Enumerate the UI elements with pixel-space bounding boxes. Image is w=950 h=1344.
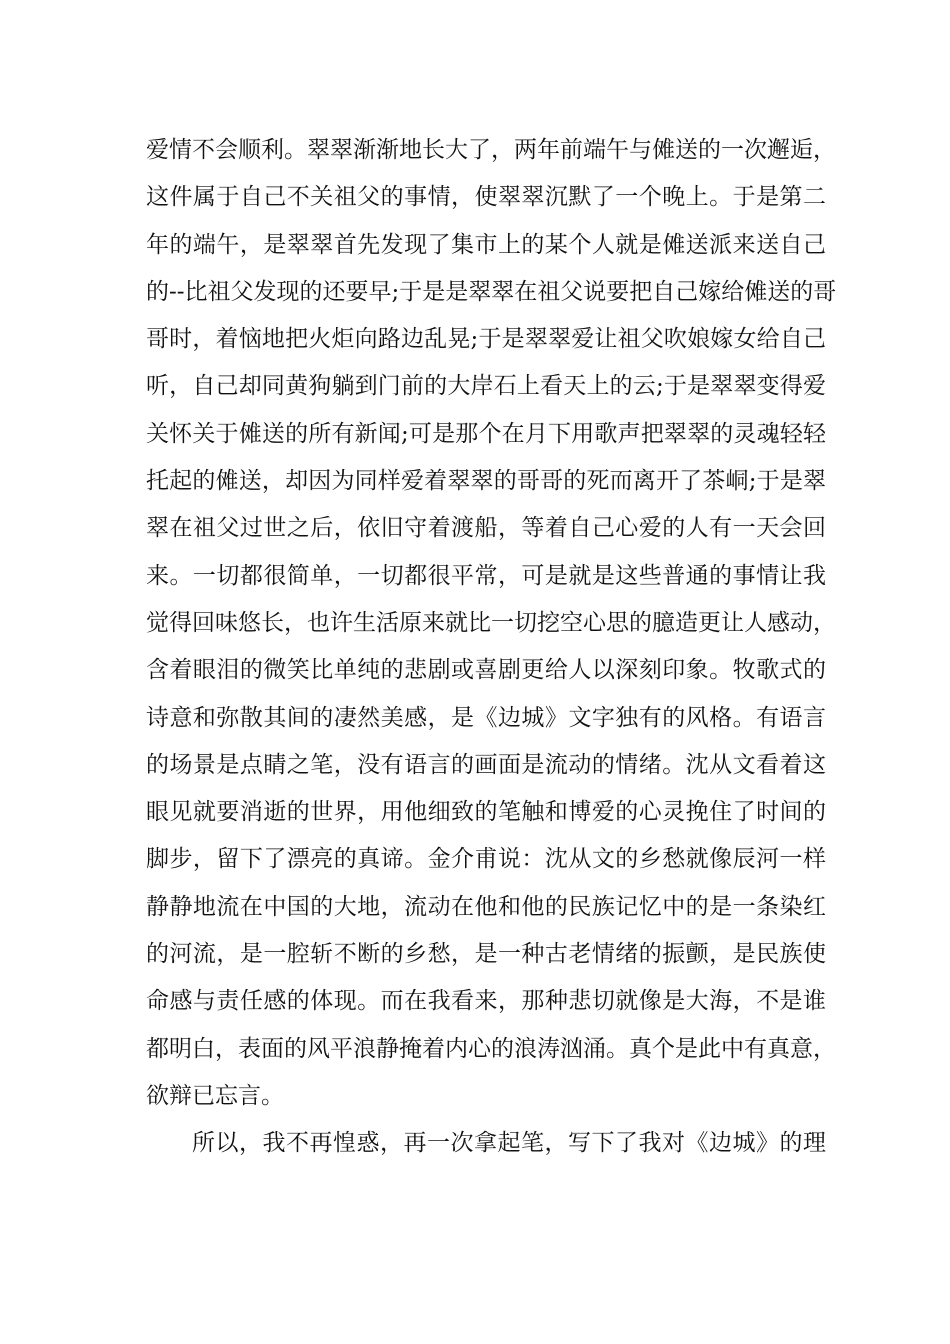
text-line: 静静地流在中国的大地，流动在他和他的民族记忆中的是一条染红: [146, 893, 826, 920]
text-line: 觉得回味悠长，也许生活原来就比一切挖空心思的臆造更让人感动，: [146, 609, 836, 636]
text-line: 年的端午，是翠翠首先发现了集市上的某个人就是傩送派来送自己: [146, 231, 826, 258]
text-line: 托起的傩送，却因为同样爱着翠翠的哥哥的死而离开了茶峒;于是翠: [146, 468, 826, 495]
body-text: [146, 127, 837, 1168]
text-line: 的河流，是一腔斩不断的乡愁，是一种古老情绪的振颤，是民族使: [146, 941, 826, 968]
text-line: 脚步，留下了漂亮的真谛。金介甫说：沈从文的乡愁就像辰河一样: [146, 846, 826, 873]
text-line: 都明白，表面的风平浪静掩着内心的浪涛汹涌。真个是此中有真意，: [146, 1035, 836, 1062]
text-line: 爱情不会顺利。翠翠渐渐地长大了，两年前端午与傩送的一次邂逅，: [146, 137, 836, 163]
text-line: 眼见就要消逝的世界，用他细致的笔触和博爱的心灵挽住了时间的: [146, 799, 826, 826]
text-line: 哥时，着恼地把火炬向路边乱晃;于是翠翠爱让祖父吹娘嫁女给自己: [146, 326, 826, 353]
text-line: 来。一切都很简单，一切都很平常，可是就是这些普通的事情让我: [146, 562, 826, 589]
text-line: 关怀关于傩送的所有新闻;可是那个在月下用歌声把翠翠的灵魂轻轻: [146, 420, 826, 447]
text-line: 诗意和弥散其间的凄然美感，是《边城》文字独有的风格。有语言: [146, 704, 826, 731]
paragraph-end-line: 欲辩已忘言。: [146, 1082, 284, 1109]
text-line: 的场景是点睛之笔，没有语言的画面是流动的情绪。沈从文看着这: [146, 751, 826, 778]
paragraph-start-line: 所以，我不再惶惑，再一次拿起笔，写下了我对《边城》的理: [192, 1130, 826, 1157]
text-line: 命感与责任感的体现。而在我看来，那种悲切就像是大海，不是谁: [146, 988, 826, 1015]
text-line: 的--比祖父发现的还要早;于是是翠翠在祖父说要把自己嫁给傩送的哥: [146, 278, 837, 305]
text-line: 听，自己却同黄狗躺到门前的大岸石上看天上的云;于是翠翠变得爱: [146, 373, 826, 400]
text-line: 翠在祖父过世之后，依旧守着渡船，等着自己心爱的人有一天会回: [146, 515, 826, 542]
text-line: 含着眼泪的微笑比单纯的悲剧或喜剧更给人以深刻印象。牧歌式的: [146, 657, 826, 684]
text-line: 这件属于自己不关祖父的事情，使翠翠沉默了一个晚上。于是第二: [146, 184, 826, 211]
